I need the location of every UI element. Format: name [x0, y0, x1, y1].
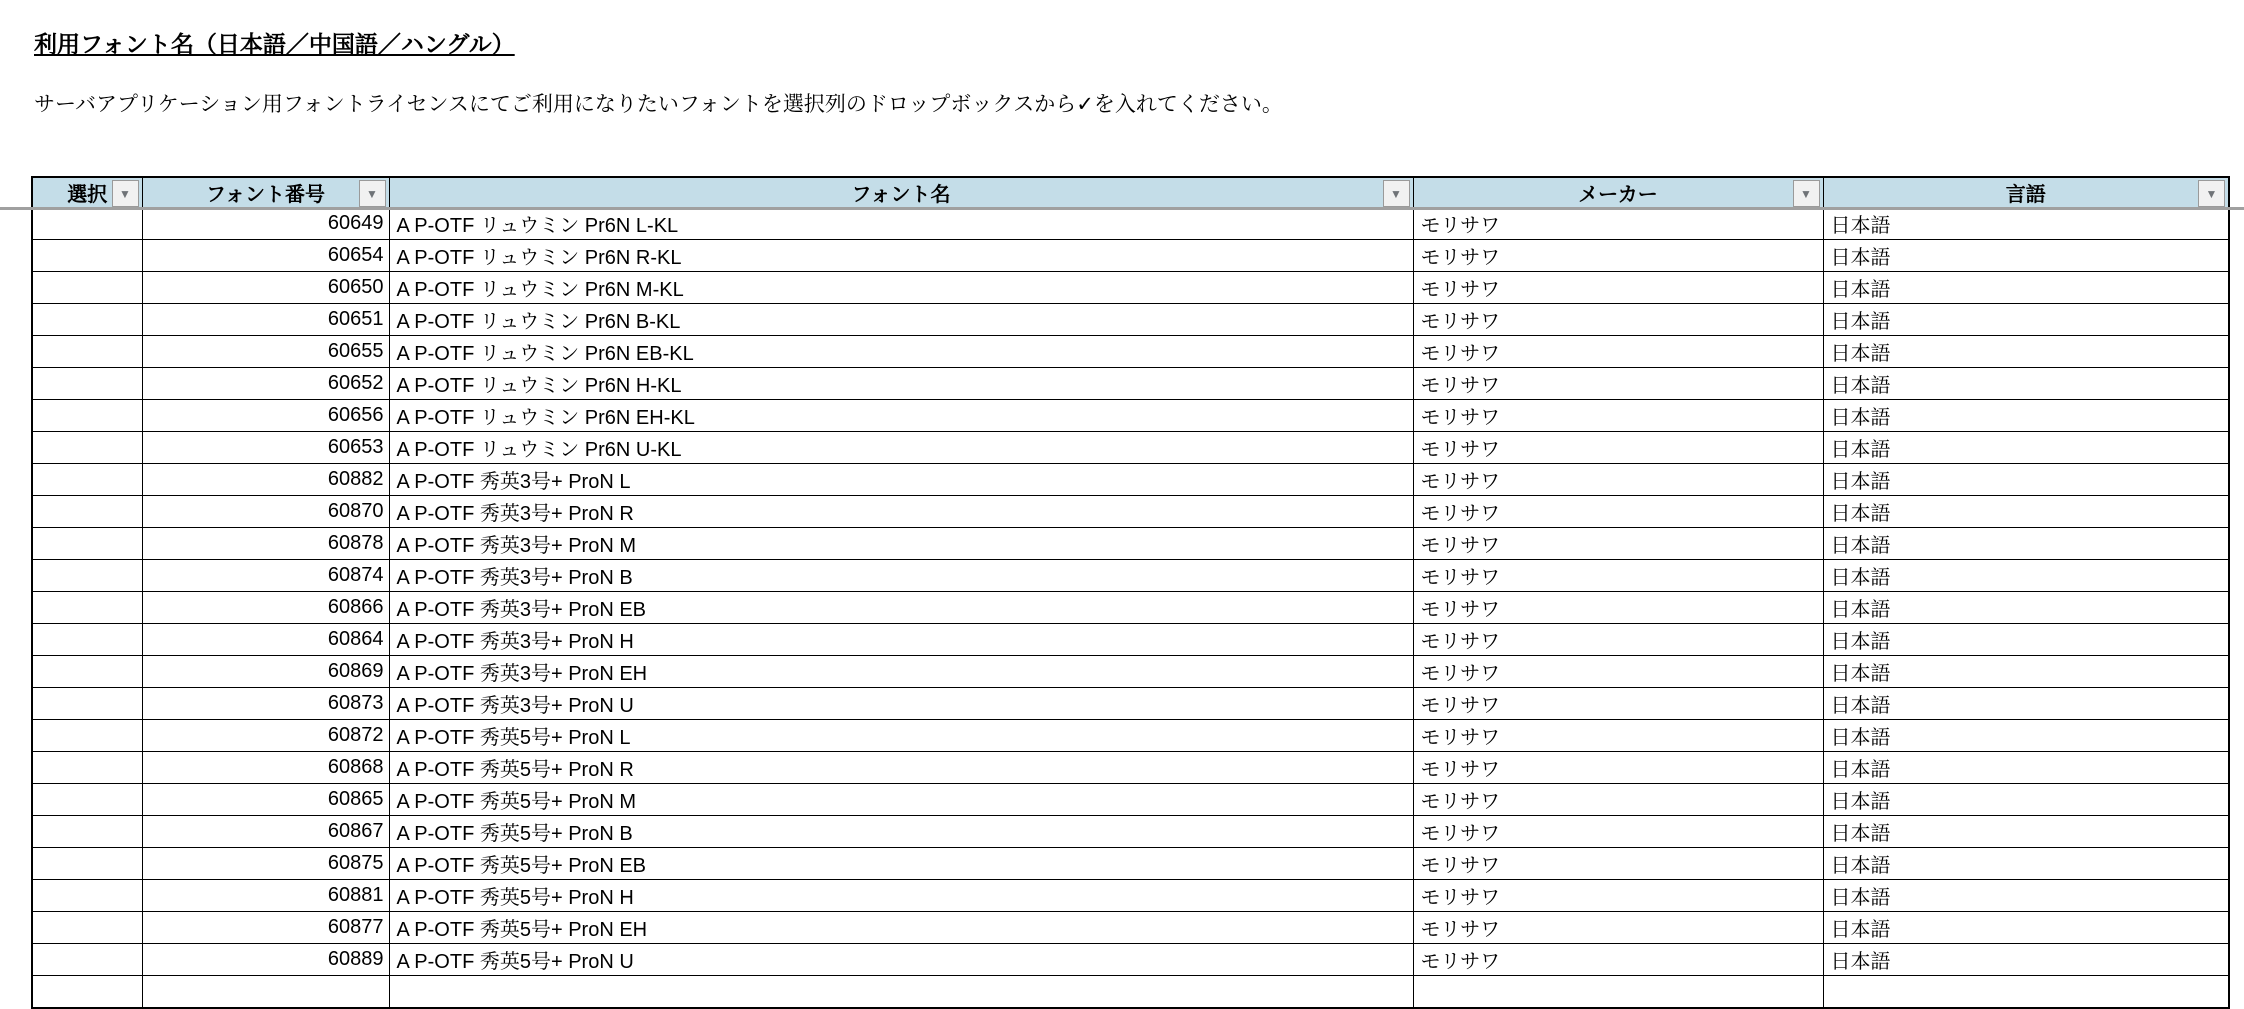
table-row — [32, 464, 2229, 496]
language-cell[interactable] — [1823, 976, 2229, 1009]
freeze-pane-divider — [0, 207, 2244, 210]
font-number-cell[interactable]: 60867 — [142, 816, 389, 848]
column-header-font-name-label: フォント名 — [851, 184, 951, 206]
table-header-row — [32, 177, 2229, 208]
maker-cell[interactable]: モリサワ — [1413, 848, 1823, 880]
select-cell[interactable] — [32, 624, 142, 656]
maker-cell[interactable]: モリサワ — [1413, 368, 1823, 400]
table-row — [32, 336, 2229, 368]
select-cell[interactable] — [32, 848, 142, 880]
font-number-cell[interactable]: 60878 — [142, 528, 389, 560]
select-cell[interactable] — [32, 656, 142, 688]
font-name-cell[interactable]: A P-OTF リュウミン Pr6N R-KL — [389, 240, 1413, 272]
select-cell[interactable] — [32, 912, 142, 944]
font-name-cell[interactable] — [389, 976, 1413, 1009]
language-cell[interactable]: 日本語 — [1823, 944, 2229, 976]
chevron-down-icon: ▼ — [119, 186, 131, 201]
select-cell[interactable] — [32, 432, 142, 464]
font-name-cell[interactable]: A P-OTF 秀英5号+ ProN L — [389, 720, 1413, 752]
maker-cell[interactable]: モリサワ — [1413, 560, 1823, 592]
select-cell[interactable] — [32, 816, 142, 848]
language-cell[interactable]: 日本語 — [1823, 880, 2229, 912]
language-cell[interactable]: 日本語 — [1823, 432, 2229, 464]
filter-dropdown-font-name[interactable] — [1383, 180, 1410, 207]
language-cell[interactable]: 日本語 — [1823, 368, 2229, 400]
maker-cell[interactable] — [1413, 976, 1823, 1009]
select-cell[interactable] — [32, 336, 142, 368]
maker-cell[interactable]: モリサワ — [1413, 400, 1823, 432]
table-row — [32, 368, 2229, 400]
table-row — [32, 816, 2229, 848]
table-row — [32, 720, 2229, 752]
language-cell[interactable]: 日本語 — [1823, 400, 2229, 432]
font-name-cell[interactable]: A P-OTF 秀英3号+ ProN H — [389, 624, 1413, 656]
select-cell[interactable] — [32, 272, 142, 304]
font-number-cell[interactable]: 60882 — [142, 464, 389, 496]
maker-cell[interactable]: モリサワ — [1413, 208, 1823, 240]
column-header-font-number-label: フォント番号 — [206, 184, 325, 206]
language-cell[interactable]: 日本語 — [1823, 496, 2229, 528]
page-title: 利用フォント名（日本語／中国語／ハングル） — [34, 31, 515, 57]
select-cell[interactable] — [32, 496, 142, 528]
maker-cell[interactable]: モリサワ — [1413, 528, 1823, 560]
font-number-cell[interactable]: 60872 — [142, 720, 389, 752]
select-cell[interactable] — [32, 464, 142, 496]
font-name-cell[interactable]: A P-OTF 秀英5号+ ProN R — [389, 752, 1413, 784]
language-cell[interactable]: 日本語 — [1823, 784, 2229, 816]
select-cell[interactable] — [32, 688, 142, 720]
language-cell[interactable]: 日本語 — [1823, 752, 2229, 784]
chevron-down-icon: ▼ — [2205, 186, 2218, 201]
font-name-cell[interactable]: A P-OTF 秀英5号+ ProN M — [389, 784, 1413, 816]
select-cell[interactable] — [32, 560, 142, 592]
language-cell[interactable]: 日本語 — [1823, 272, 2229, 304]
font-number-cell[interactable]: 60881 — [142, 880, 389, 912]
font-number-cell[interactable]: 60652 — [142, 368, 389, 400]
maker-cell[interactable]: モリサワ — [1413, 944, 1823, 976]
table-row — [32, 656, 2229, 688]
font-name-cell[interactable]: A P-OTF 秀英3号+ ProN L — [389, 464, 1413, 496]
language-cell[interactable]: 日本語 — [1823, 336, 2229, 368]
column-header-language — [1823, 177, 2229, 208]
maker-cell[interactable]: モリサワ — [1413, 464, 1823, 496]
font-name-cell[interactable]: A P-OTF リュウミン Pr6N EB-KL — [389, 336, 1413, 368]
font-selection-table — [31, 176, 2230, 1009]
select-cell[interactable] — [32, 528, 142, 560]
font-number-cell[interactable]: 60864 — [142, 624, 389, 656]
select-cell[interactable] — [32, 944, 142, 976]
table-row — [32, 912, 2229, 944]
font-number-cell[interactable]: 60656 — [142, 400, 389, 432]
font-number-cell[interactable]: 60654 — [142, 240, 389, 272]
font-name-cell[interactable]: A P-OTF 秀英3号+ ProN R — [389, 496, 1413, 528]
language-cell[interactable]: 日本語 — [1823, 560, 2229, 592]
maker-cell[interactable]: モリサワ — [1413, 816, 1823, 848]
table-body — [32, 208, 2229, 1009]
maker-cell[interactable]: モリサワ — [1413, 336, 1823, 368]
table-row — [32, 208, 2229, 240]
font-name-cell[interactable]: A P-OTF リュウミン Pr6N U-KL — [389, 432, 1413, 464]
filter-dropdown-select[interactable] — [112, 180, 139, 207]
font-number-cell[interactable]: 60653 — [142, 432, 389, 464]
font-number-cell[interactable]: 60651 — [142, 304, 389, 336]
instruction-text: サーバアプリケーション用フォントライセンスにてご利用になりたいフォントを選択列のドロップボックスから✓を入れてください。 — [34, 93, 1283, 116]
maker-cell[interactable]: モリサワ — [1413, 688, 1823, 720]
font-number-cell[interactable]: 60868 — [142, 752, 389, 784]
select-cell[interactable] — [32, 784, 142, 816]
table-row — [32, 784, 2229, 816]
table-row — [32, 592, 2229, 624]
language-cell[interactable]: 日本語 — [1823, 528, 2229, 560]
language-cell[interactable]: 日本語 — [1823, 816, 2229, 848]
select-cell[interactable] — [32, 240, 142, 272]
font-name-cell[interactable]: A P-OTF リュウミン Pr6N H-KL — [389, 368, 1413, 400]
font-name-cell[interactable]: A P-OTF 秀英5号+ ProN B — [389, 816, 1413, 848]
chevron-down-icon: ▼ — [1800, 186, 1812, 201]
font-name-cell[interactable]: A P-OTF 秀英3号+ ProN EH — [389, 656, 1413, 688]
font-number-cell[interactable]: 60650 — [142, 272, 389, 304]
font-name-cell[interactable]: A P-OTF 秀英5号+ ProN EB — [389, 848, 1413, 880]
language-cell[interactable]: 日本語 — [1823, 240, 2229, 272]
select-cell[interactable] — [32, 400, 142, 432]
font-number-cell[interactable]: 60870 — [142, 496, 389, 528]
font-number-cell[interactable]: 60874 — [142, 560, 389, 592]
language-cell[interactable]: 日本語 — [1823, 464, 2229, 496]
select-cell[interactable] — [32, 304, 142, 336]
font-name-cell[interactable]: A P-OTF 秀英5号+ ProN U — [389, 944, 1413, 976]
font-name-cell[interactable]: A P-OTF 秀英3号+ ProN B — [389, 560, 1413, 592]
font-name-cell[interactable]: A P-OTF リュウミン Pr6N EH-KL — [389, 400, 1413, 432]
column-header-maker-label: メーカー — [1578, 184, 1658, 206]
table-row — [32, 496, 2229, 528]
language-cell[interactable]: 日本語 — [1823, 720, 2229, 752]
font-number-cell[interactable]: 60649 — [142, 208, 389, 240]
maker-cell[interactable]: モリサワ — [1413, 272, 1823, 304]
font-number-cell[interactable]: 60865 — [142, 784, 389, 816]
table-row — [32, 304, 2229, 336]
table-row — [32, 688, 2229, 720]
maker-cell[interactable]: モリサワ — [1413, 752, 1823, 784]
select-cell[interactable] — [32, 752, 142, 784]
maker-cell[interactable]: モリサワ — [1413, 304, 1823, 336]
language-cell[interactable]: 日本語 — [1823, 592, 2229, 624]
font-name-cell[interactable]: A P-OTF 秀英5号+ ProN EH — [389, 912, 1413, 944]
maker-cell[interactable]: モリサワ — [1413, 624, 1823, 656]
font-number-cell[interactable]: 60889 — [142, 944, 389, 976]
maker-cell[interactable]: モリサワ — [1413, 912, 1823, 944]
maker-cell[interactable]: モリサワ — [1413, 592, 1823, 624]
column-header-font-name — [389, 177, 1413, 208]
font-number-cell[interactable] — [142, 976, 389, 1009]
language-cell[interactable]: 日本語 — [1823, 208, 2229, 240]
select-cell[interactable] — [32, 368, 142, 400]
column-header-select — [32, 177, 142, 208]
font-number-cell[interactable]: 60877 — [142, 912, 389, 944]
font-number-cell[interactable]: 60875 — [142, 848, 389, 880]
font-number-cell[interactable]: 60866 — [142, 592, 389, 624]
font-number-cell[interactable]: 60655 — [142, 336, 389, 368]
font-name-cell[interactable]: A P-OTF 秀英3号+ ProN EB — [389, 592, 1413, 624]
language-cell[interactable]: 日本語 — [1823, 848, 2229, 880]
table-row — [32, 944, 2229, 976]
table-row — [32, 560, 2229, 592]
maker-cell[interactable]: モリサワ — [1413, 656, 1823, 688]
table-row — [32, 432, 2229, 464]
language-cell[interactable]: 日本語 — [1823, 688, 2229, 720]
select-cell[interactable] — [32, 208, 142, 240]
language-cell[interactable]: 日本語 — [1823, 912, 2229, 944]
maker-cell[interactable]: モリサワ — [1413, 720, 1823, 752]
language-cell[interactable]: 日本語 — [1823, 304, 2229, 336]
table-row — [32, 272, 2229, 304]
font-name-cell[interactable]: A P-OTF 秀英3号+ ProN U — [389, 688, 1413, 720]
font-name-cell[interactable]: A P-OTF 秀英3号+ ProN M — [389, 528, 1413, 560]
column-header-select-label: 選択 — [67, 184, 108, 206]
table-row — [32, 400, 2229, 432]
font-name-cell[interactable]: A P-OTF 秀英5号+ ProN H — [389, 880, 1413, 912]
maker-cell[interactable]: モリサワ — [1413, 496, 1823, 528]
font-name-cell[interactable]: A P-OTF リュウミン Pr6N L-KL — [389, 208, 1413, 240]
language-cell[interactable]: 日本語 — [1823, 624, 2229, 656]
font-number-cell[interactable]: 60873 — [142, 688, 389, 720]
filter-dropdown-maker[interactable] — [1793, 180, 1820, 207]
table-row — [32, 240, 2229, 272]
font-name-cell[interactable]: A P-OTF リュウミン Pr6N B-KL — [389, 304, 1413, 336]
select-cell[interactable] — [32, 720, 142, 752]
table-row — [32, 880, 2229, 912]
filter-dropdown-font-number[interactable] — [359, 180, 386, 207]
table-row — [32, 976, 2229, 1009]
table-row — [32, 528, 2229, 560]
table-row — [32, 624, 2229, 656]
language-cell[interactable]: 日本語 — [1823, 656, 2229, 688]
maker-cell[interactable]: モリサワ — [1413, 240, 1823, 272]
column-header-maker — [1413, 177, 1823, 208]
select-cell[interactable] — [32, 592, 142, 624]
column-header-font-number — [142, 177, 389, 208]
filter-dropdown-language[interactable] — [2198, 180, 2225, 207]
font-name-cell[interactable]: A P-OTF リュウミン Pr6N M-KL — [389, 272, 1413, 304]
select-cell[interactable] — [32, 880, 142, 912]
column-header-language-label: 言語 — [2005, 184, 2046, 206]
select-cell[interactable] — [32, 976, 142, 1009]
maker-cell[interactable]: モリサワ — [1413, 784, 1823, 816]
font-number-cell[interactable]: 60869 — [142, 656, 389, 688]
chevron-down-icon: ▼ — [366, 186, 378, 201]
maker-cell[interactable]: モリサワ — [1413, 432, 1823, 464]
maker-cell[interactable]: モリサワ — [1413, 880, 1823, 912]
table-row — [32, 752, 2229, 784]
chevron-down-icon: ▼ — [1390, 186, 1402, 201]
table-row — [32, 848, 2229, 880]
